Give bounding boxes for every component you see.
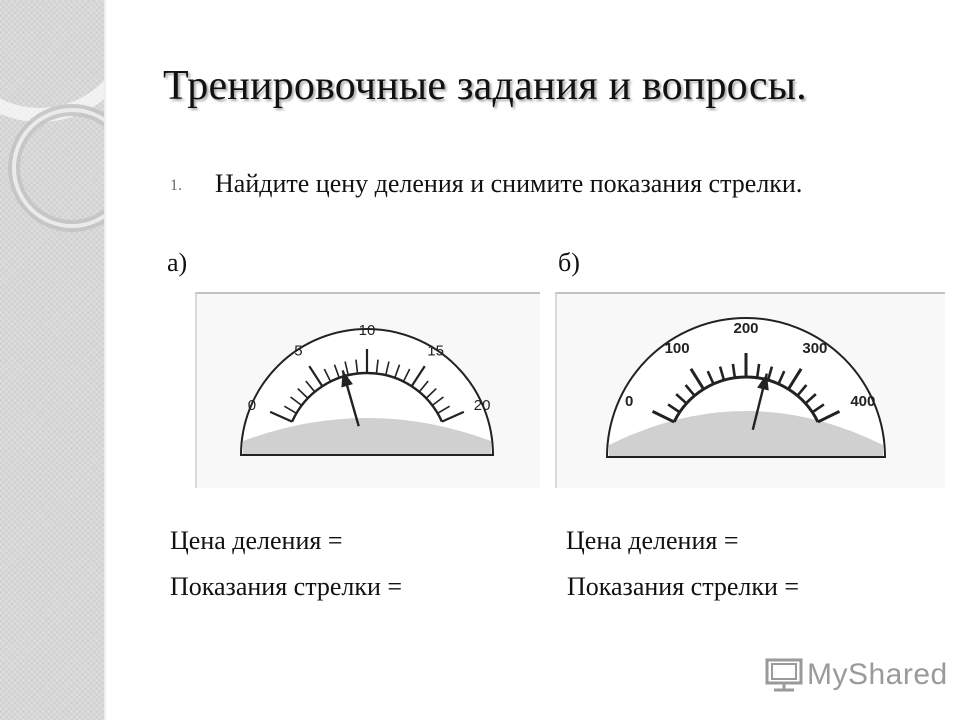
scale-label: 10 [358, 322, 376, 339]
scale-label: 100 [664, 339, 690, 357]
logo-text: MyShared [807, 658, 948, 691]
decorative-side-band [0, 0, 106, 720]
scale-label: 5 [294, 342, 303, 360]
gauge-b-reading-answer: Показания стрелки = [567, 572, 800, 601]
question-text: Найдите цену деления и снимите показания стрелки. [215, 169, 803, 198]
gauge-a-division-answer: Цена деления = [170, 526, 343, 555]
scale-label: 0 [624, 393, 634, 411]
scale-label: 300 [802, 339, 828, 357]
scale-label: 20 [473, 396, 491, 414]
myshared-logo [765, 655, 948, 695]
gauge-b-division-answer: Цена деления = [566, 526, 739, 555]
gauge-b-label: б) [558, 248, 580, 277]
question-number: 1. [170, 177, 182, 194]
question-item [170, 168, 850, 200]
gauge-b [555, 292, 945, 488]
scale-label: 200 [733, 320, 759, 337]
scale-label: 400 [850, 393, 876, 411]
gauge-a-dial [195, 292, 540, 488]
presentation-board-icon [765, 658, 803, 692]
scale-label: 0 [247, 396, 257, 414]
gauge-a-label: а) [167, 248, 188, 277]
gauge-b-dial [555, 292, 945, 488]
decorative-circles [0, 0, 106, 720]
gauge-a [195, 292, 540, 488]
slide-title: Тренировочные задания и вопросы. [163, 63, 807, 109]
gauge-a-reading-answer: Показания стрелки = [170, 572, 403, 601]
scale-label: 15 [427, 342, 444, 360]
